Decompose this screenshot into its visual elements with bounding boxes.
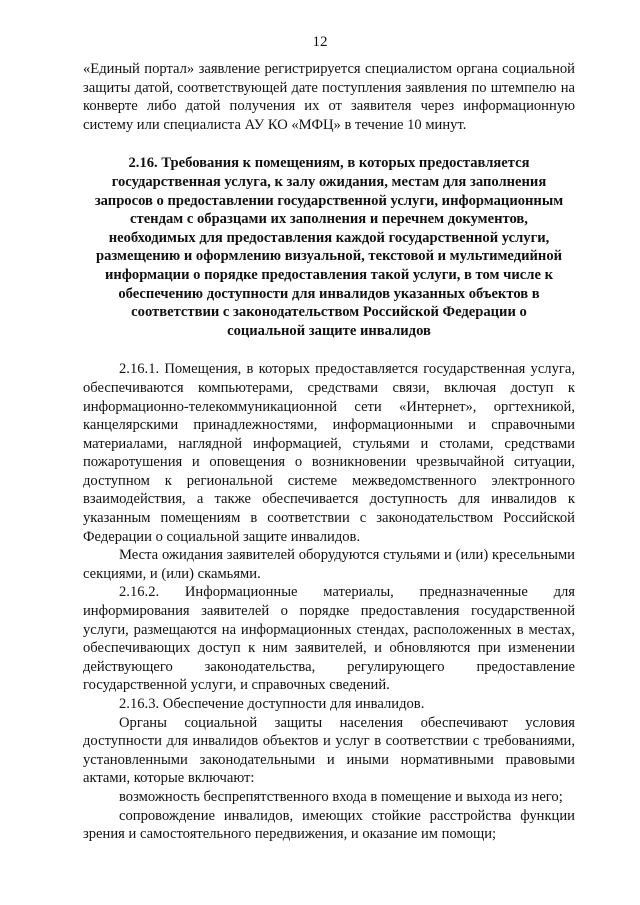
page-number: 12 [312, 34, 328, 50]
heading-line: государственная услуга, к залу ожидания, местам для заполнения [111, 173, 547, 190]
paragraph-2-16-1: 2.16.1. Помещения, в которых предоставляется государственная услуга, обеспечиваются компьютерами, средствами связи, включая доступ к информационно-телекоммуникационной сети «Интернет», оргтехникой, канцелярскими принадлежностями, информационными и справочными материалами, наглядной информацией, стульями и столами, средствами пожаротушения и оповещения о возникновении чрезвычайной ситуации, доступном к региональной системе межведомственного электронного взаимодействия, а также обеспечивается доступность для инвалидов к указанным помещениям в соответствии с законодательством Российской Федерации о социальной защите инвалидов. [83, 361, 575, 545]
paragraph-entrance-access: возможность беспрепятственного входа в помещение и выхода из него; [119, 788, 563, 805]
paragraph-2-16-2: 2.16.2. Информационные материалы, предназначенные для информирования заявителей о порядке предоставления государственной услуги, размещаются на информационных стендах, расположенных в местах, обеспечивающих доступ к ним заявителей, и обновляются при изменении действующего законодательства, регулирующего предоставление государственной услуги, и справочных сведений. [83, 584, 575, 694]
page-content [83, 60, 575, 844]
section-heading [83, 154, 575, 340]
paragraph-2-16-3: 2.16.3. Обеспечение доступности для инвалидов. [119, 696, 425, 712]
paragraph-escort-assistance: сопровождение инвалидов, имеющих стойкие расстройства функции зрения и самостоятельного передвижения, и оказание им помощи; [83, 807, 575, 843]
heading-line: стендам с образцами их заполнения и перечнем документов, [130, 211, 528, 228]
heading-line: соответствии с законодательством Российской Федерации о [131, 304, 527, 321]
intro-paragraph: «Единый портал» заявление регистрируется специалистом органа социальной защиты датой, соответствующей дате поступления заявления по штемпелю на конверте либо датой получения их от заявителя через информационную систему или специалиста АУ КО «МФЦ» в течение 10 минут. [83, 61, 575, 133]
heading-line: 2.16. Требования к помещениям, в которых предоставляется [128, 155, 530, 172]
heading-line: запросов о предоставлении государственной услуги, информационным [94, 192, 564, 209]
paragraph-accessibility-conditions: Органы социальной защиты населения обеспечивают условия доступности для инвалидов объектов и услуг в соответствии с требованиями, установленными законодательными и иными нормативными правовыми актами, которые включают: [83, 714, 575, 787]
heading-line: информации о порядке предоставления такой услуги, в том числе к [105, 266, 553, 283]
heading-line: необходимых для предоставления каждой государственной услуги, [108, 229, 550, 246]
heading-line: обеспечению доступности для инвалидов указанных объектов в [118, 285, 540, 302]
paragraph-waiting-places: Места ожидания заявителей оборудуются стульями и (или) кресельными секциями, и (или) скамьями. [83, 547, 575, 582]
heading-line: размещению и оформлению визуальной, текстовой и мультимедийной [95, 248, 563, 265]
heading-line: социальной защите инвалидов [227, 322, 431, 339]
